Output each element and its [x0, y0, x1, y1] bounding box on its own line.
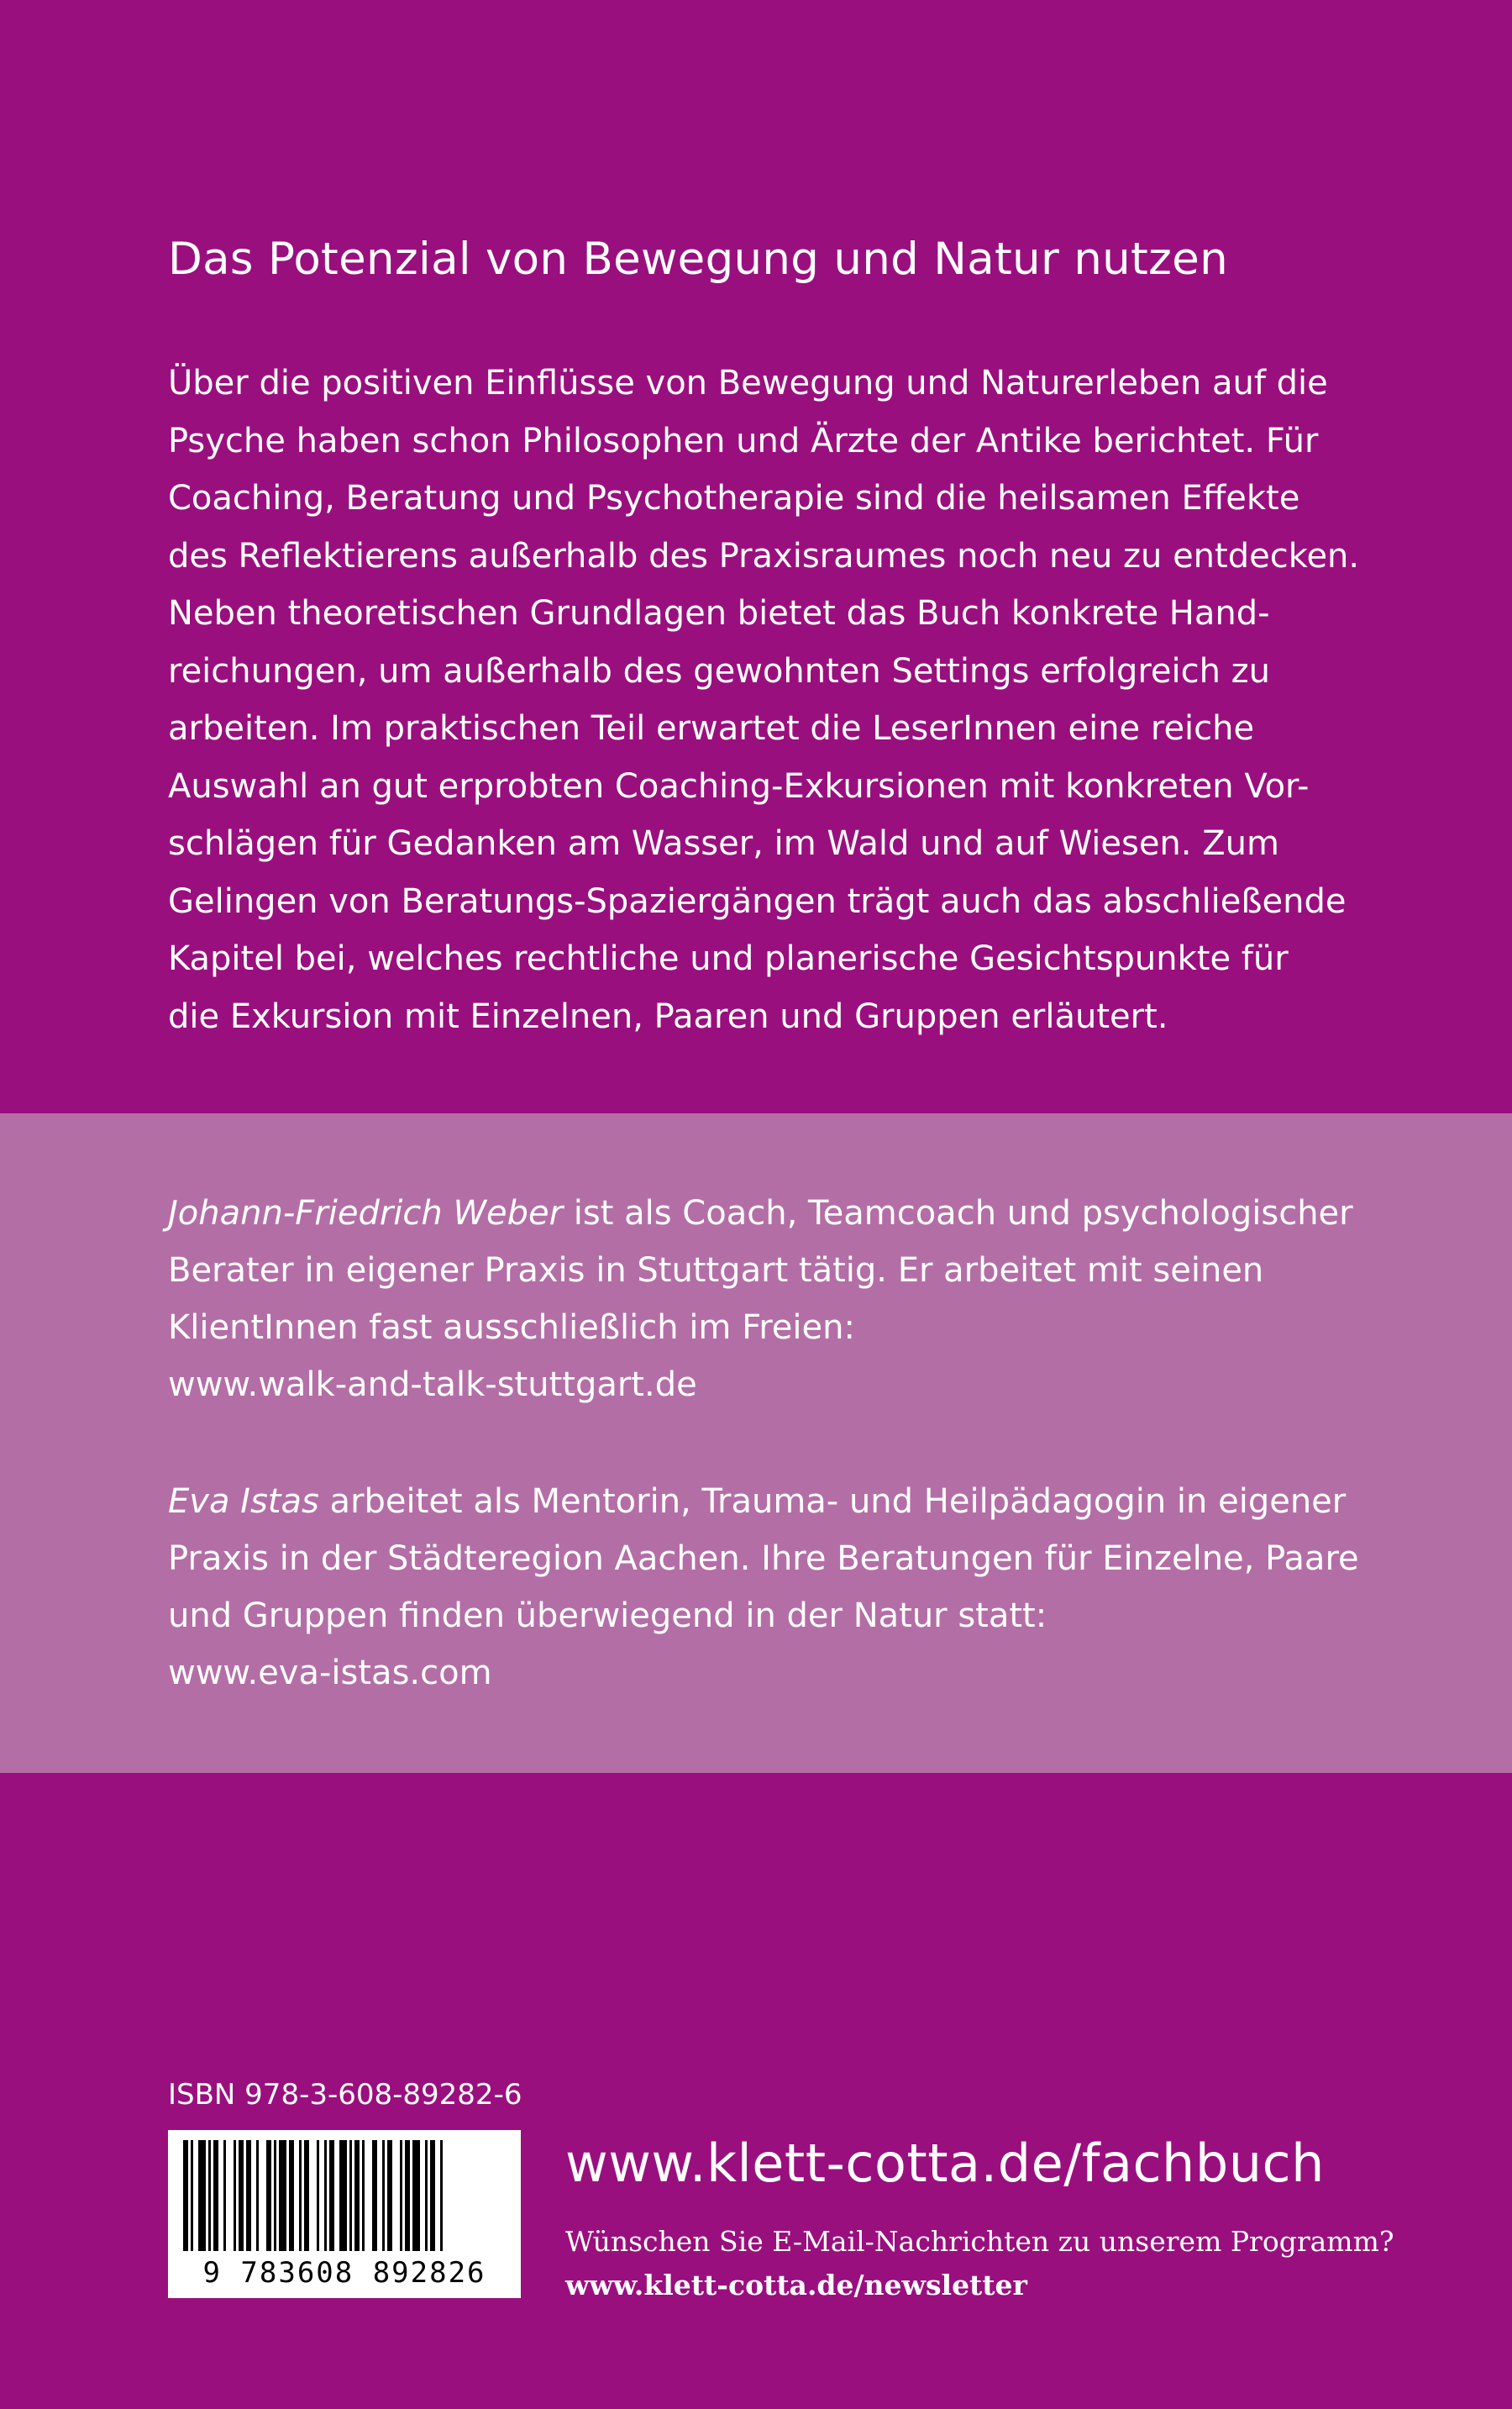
- blurb-line: arbeiten. Im praktischen Teil erwartet die LeserInnen eine reiche: [168, 709, 1255, 748]
- barcode-bar: [266, 2140, 271, 2251]
- barcode-bar: [304, 2140, 309, 2251]
- bio-line: Berater in eigener Praxis in Stuttgart tätig. Er arbeitet mit seinen: [168, 1251, 1264, 1290]
- barcode-bar: [387, 2140, 392, 2251]
- barcode-bar: [299, 2140, 302, 2251]
- barcode-bar: [324, 2140, 327, 2251]
- barcode-bar: [234, 2140, 236, 2251]
- blurb-line: Gelingen von Beratungs-Spaziergängen trägt auch das abschließende: [168, 881, 1347, 921]
- barcode-bar: [362, 2140, 365, 2251]
- newsletter-link[interactable]: www.klett-cotta.de/newsletter: [565, 2269, 1027, 2301]
- bio-line: [168, 1185, 1353, 1242]
- blurb-line: schlägen für Gedanken am Wasser, im Wald und auf Wiesen. Zum: [168, 824, 1279, 863]
- barcode-bar: [239, 2140, 244, 2251]
- barcode-bar: [329, 2140, 334, 2251]
- author-bio-weber: [168, 1185, 1353, 1413]
- author-name: Eva Istas: [168, 1482, 319, 1521]
- blurb-line: Über die positiven Einflüsse von Bewegung und Naturerleben auf die: [168, 364, 1328, 402]
- barcode-bar: [354, 2140, 360, 2251]
- barcode-bar: [317, 2140, 319, 2251]
- blurb-line: Coaching, Beratung und Psychotherapie sind die heilsamen Effekte: [168, 479, 1300, 518]
- author-website-link[interactable]: www.walk-and-talk-stuttgart.de: [168, 1365, 697, 1404]
- blurb-line: Psyche haben schon Philosophen und Ärzte der Antike berichtet. Für: [168, 421, 1319, 460]
- blurb-line: reichungen, um außerhalb des gewohnten Settings erfolgreich zu: [168, 651, 1271, 691]
- barcode-bar: [382, 2140, 385, 2251]
- barcode-bar: [213, 2140, 218, 2251]
- author-name: Johann-Friedrich Weber: [168, 1194, 564, 1233]
- barcode-bar: [440, 2140, 443, 2251]
- barcode-bar: [223, 2140, 226, 2251]
- blurb-line: Neben theoretischen Grundlagen bietet das Buch konkrete Hand-: [168, 594, 1270, 633]
- barcode-bar: [339, 2140, 347, 2251]
- barcode-bar: [208, 2140, 211, 2251]
- barcode-bar: [183, 2140, 188, 2251]
- blurb-line: Kapitel bei, welches rechtliche und planerische Gesichtspunkte für: [168, 939, 1289, 978]
- barcode-bar: [256, 2140, 259, 2251]
- bio-line: und Gruppen finden überwiegend in der Natur statt:: [168, 1596, 1047, 1635]
- isbn-label: ISBN 978-3-608-89282-6: [168, 2078, 522, 2112]
- barcode-bar: [198, 2140, 206, 2251]
- bio-line: KlientInnen fast ausschließlich im Freien:: [168, 1308, 855, 1347]
- author-website-link[interactable]: www.eva-istas.com: [168, 1654, 492, 1692]
- author-bio-istas: [168, 1473, 1359, 1702]
- barcode-bar: [279, 2140, 286, 2251]
- barcode-bar: [191, 2140, 193, 2251]
- blurb-line: Auswahl an gut erprobten Coaching-Exkursionen mit konkreten Vor-: [168, 766, 1310, 806]
- barcode-bar: [400, 2140, 402, 2251]
- bio-text: arbeitet als Mentorin, Trauma- und Heilpädagogin in eigener: [318, 1482, 1347, 1521]
- barcode-bar: [412, 2140, 420, 2251]
- barcode-bar: [246, 2140, 251, 2251]
- headline: Das Potenzial von Bewegung und Natur nutzen: [168, 234, 1228, 285]
- barcode-digits: 9 783608 892826: [202, 2256, 486, 2290]
- blurb-line: des Reflektierens außerhalb des Praxisraumes noch neu zu entdecken.: [168, 536, 1360, 576]
- barcode-bar: [274, 2140, 276, 2251]
- barcode-bar: [372, 2140, 377, 2251]
- newsletter-question: Wünschen Sie E-Mail-Nachrichten zu unserem Programm?: [565, 2225, 1394, 2258]
- bio-line: Praxis in der Städteregion Aachen. Ihre Beratungen für Einzelne, Paare: [168, 1539, 1359, 1578]
- barcode-bar: [349, 2140, 352, 2251]
- publisher-site-link[interactable]: www.klett-cotta.de/fachbuch: [565, 2133, 1325, 2194]
- blurb-text: [168, 355, 1359, 1045]
- bio-text: ist als Coach, Teamcoach und psychologischer: [563, 1194, 1353, 1233]
- bio-line: [168, 1473, 1359, 1530]
- barcode-bars-icon: [183, 2140, 506, 2251]
- barcode-bar: [405, 2140, 410, 2251]
- barcode-bar: [430, 2140, 435, 2251]
- barcode-bar: [289, 2140, 294, 2251]
- barcode-bar: [425, 2140, 428, 2251]
- barcode: [168, 2130, 521, 2298]
- blurb-line: die Exkursion mit Einzelnen, Paaren und Gruppen erläutert.: [168, 997, 1168, 1036]
